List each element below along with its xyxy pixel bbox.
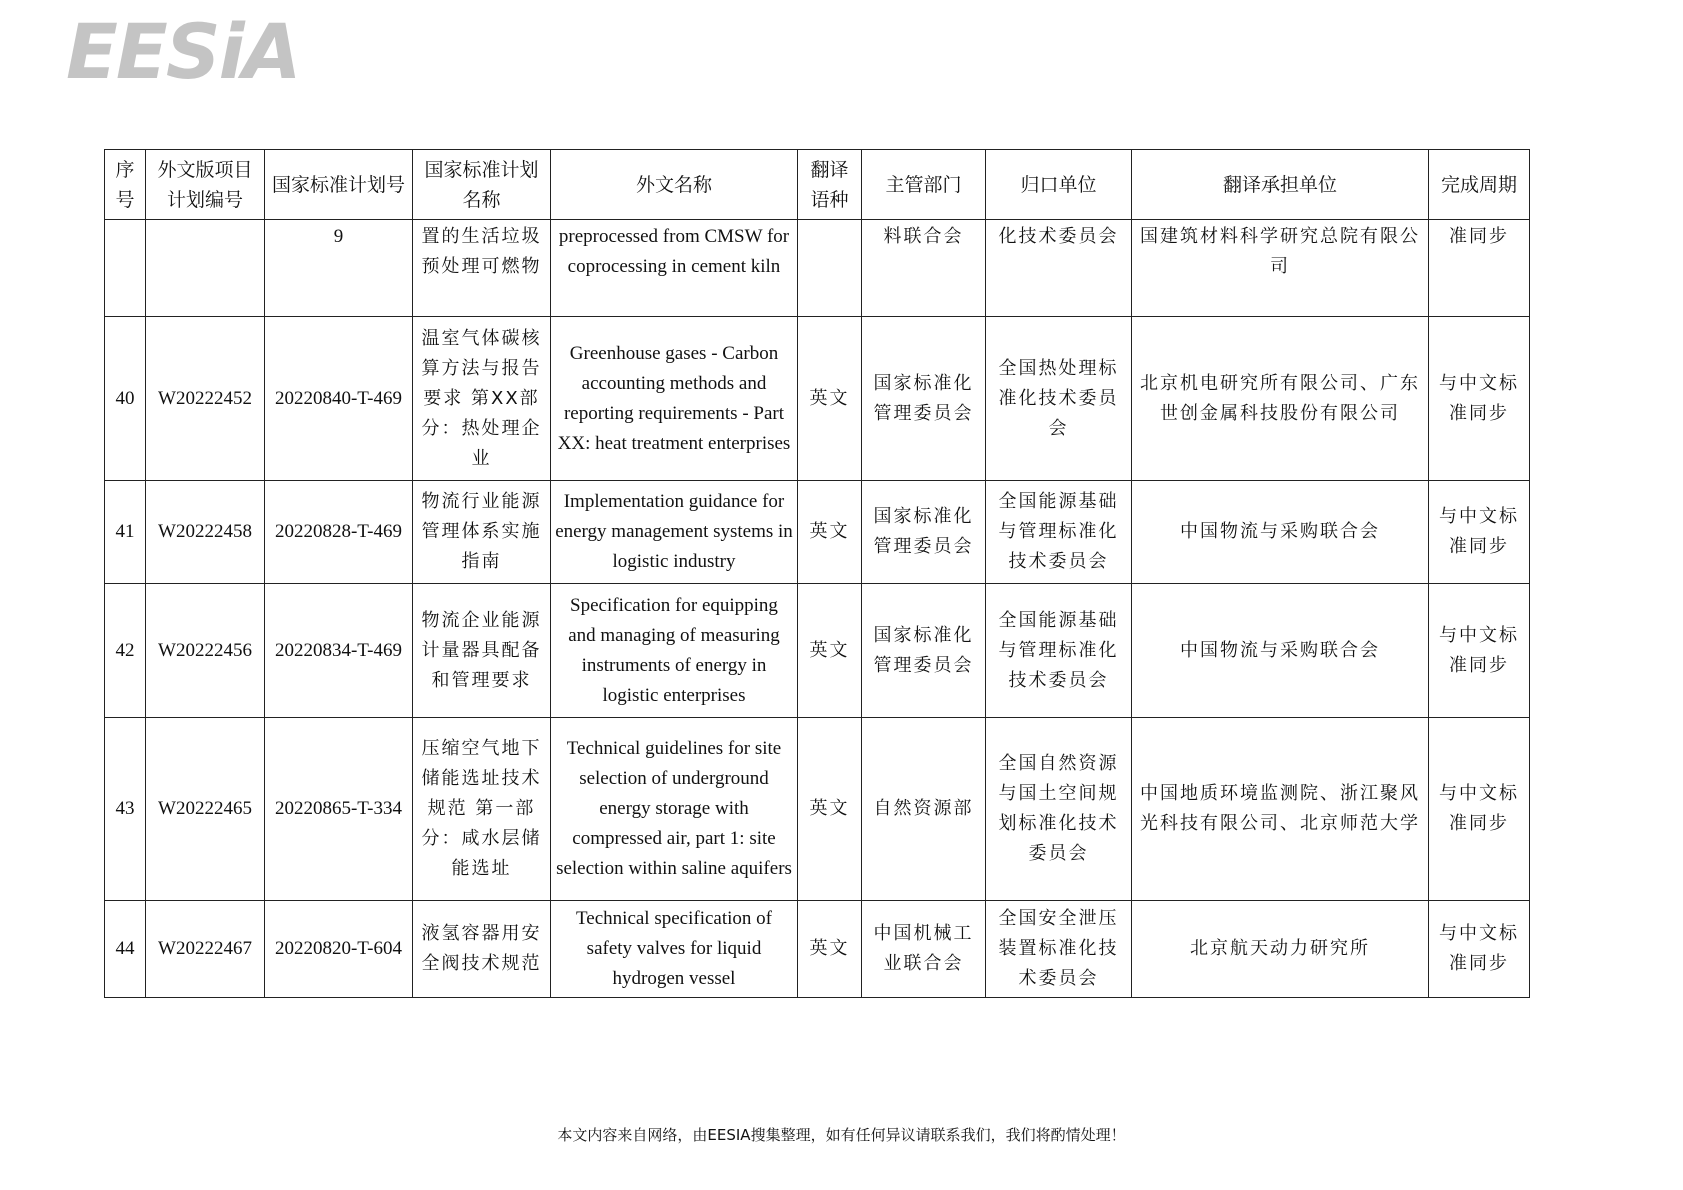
cell-std-plan-no: 20220820-T-604 [265, 901, 413, 998]
cell-tc: 全国自然资源与国土空间规划标准化技术委员会 [986, 718, 1132, 901]
cell-seq [105, 220, 146, 317]
cell-period: 与中文标准同步 [1429, 317, 1530, 481]
cell-plan-no: W20222458 [146, 481, 265, 584]
header-department: 主管部门 [862, 150, 986, 220]
cell-std-name: 置的生活垃圾预处理可燃物 [413, 220, 551, 317]
cell-plan-no: W20222456 [146, 584, 265, 718]
cell-seq: 44 [105, 901, 146, 998]
cell-seq: 41 [105, 481, 146, 584]
cell-period: 与中文标准同步 [1429, 901, 1530, 998]
cell-translator: 中国物流与采购联合会 [1132, 481, 1429, 584]
cell-translator: 中国地质环境监测院、浙江聚风光科技有限公司、北京师范大学 [1132, 718, 1429, 901]
cell-translator: 中国物流与采购联合会 [1132, 584, 1429, 718]
table-row [105, 901, 1530, 998]
table-row [105, 718, 1530, 901]
cell-tc: 全国安全泄压装置标准化技术委员会 [986, 901, 1132, 998]
cell-tc: 全国热处理标准化技术委员会 [986, 317, 1132, 481]
cell-tc: 全国能源基础与管理标准化技术委员会 [986, 481, 1132, 584]
cell-std-name: 温室气体碳核算方法与报告要求 第XX部分：热处理企业 [413, 317, 551, 481]
cell-plan-no [146, 220, 265, 317]
header-period: 完成周期 [1429, 150, 1530, 220]
header-foreign-name: 外文名称 [551, 150, 798, 220]
cell-period: 与中文标准同步 [1429, 584, 1530, 718]
cell-seq: 40 [105, 317, 146, 481]
cell-std-plan-no: 20220865-T-334 [265, 718, 413, 901]
cell-std-name: 物流企业能源计量器具配备和管理要求 [413, 584, 551, 718]
header-translator: 翻译承担单位 [1132, 150, 1429, 220]
cell-language: 英文 [798, 584, 862, 718]
footer-disclaimer: 本文内容来自网络，由EESIA搜集整理，如有任何异议请联系我们，我们将酌情处理！ [557, 1126, 1126, 1144]
cell-foreign-name: Technical specification of safety valves for liquid hydrogen vessel [551, 901, 798, 998]
table-row [105, 584, 1530, 718]
table-header-row [105, 150, 1530, 220]
cell-language: 英文 [798, 901, 862, 998]
table-row [105, 220, 1530, 317]
cell-std-plan-no: 9 [265, 220, 413, 317]
cell-period: 准同步 [1429, 220, 1530, 317]
cell-period: 与中文标准同步 [1429, 481, 1530, 584]
cell-department: 国家标准化管理委员会 [862, 481, 986, 584]
cell-plan-no: W20222467 [146, 901, 265, 998]
cell-foreign-name: Greenhouse gases - Carbon accounting methods and reporting requirements - Part XX: heat treatment enterprises [551, 317, 798, 481]
cell-seq: 43 [105, 718, 146, 901]
cell-language: 英文 [798, 481, 862, 584]
cell-department: 自然资源部 [862, 718, 986, 901]
cell-language: 英文 [798, 317, 862, 481]
cell-std-name: 压缩空气地下储能选址技术规范 第一部分：咸水层储能选址 [413, 718, 551, 901]
header-std-name: 国家标准计划名称 [413, 150, 551, 220]
cell-seq: 42 [105, 584, 146, 718]
header-tc: 归口单位 [986, 150, 1132, 220]
header-std-plan-no: 国家标准计划号 [265, 150, 413, 220]
cell-department: 国家标准化管理委员会 [862, 584, 986, 718]
cell-foreign-name: Implementation guidance for energy management systems in logistic industry [551, 481, 798, 584]
cell-std-plan-no: 20220828-T-469 [265, 481, 413, 584]
cell-std-plan-no: 20220840-T-469 [265, 317, 413, 481]
table-row [105, 481, 1530, 584]
header-seq: 序号 [105, 150, 146, 220]
cell-tc: 全国能源基础与管理标准化技术委员会 [986, 584, 1132, 718]
standards-table [104, 149, 1530, 998]
table-row [105, 317, 1530, 481]
cell-std-name: 液氢容器用安全阀技术规范 [413, 901, 551, 998]
cell-language: 英文 [798, 718, 862, 901]
cell-foreign-name: preprocessed from CMSW for coprocessing in cement kiln [551, 220, 798, 317]
cell-tc: 化技术委员会 [986, 220, 1132, 317]
cell-plan-no: W20222465 [146, 718, 265, 901]
cell-plan-no: W20222452 [146, 317, 265, 481]
cell-language [798, 220, 862, 317]
cell-translator: 北京机电研究所有限公司、广东世创金属科技股份有限公司 [1132, 317, 1429, 481]
cell-department: 国家标准化管理委员会 [862, 317, 986, 481]
header-plan-no: 外文版项目计划编号 [146, 150, 265, 220]
header-language: 翻译语种 [798, 150, 862, 220]
cell-period: 与中文标准同步 [1429, 718, 1530, 901]
cell-translator: 北京航天动力研究所 [1132, 901, 1429, 998]
cell-std-plan-no: 20220834-T-469 [265, 584, 413, 718]
cell-department: 中国机械工业联合会 [862, 901, 986, 998]
cell-department: 料联合会 [862, 220, 986, 317]
cell-foreign-name: Technical guidelines for site selection of underground energy storage with compressed air, part 1: site selection within saline aquifers [551, 718, 798, 901]
eesia-logo: EESiA [66, 7, 300, 96]
cell-std-name: 物流行业能源管理体系实施指南 [413, 481, 551, 584]
cell-foreign-name: Specification for equipping and managing of measuring instruments of energy in logistic enterprises [551, 584, 798, 718]
cell-translator: 国建筑材料科学研究总院有限公司 [1132, 220, 1429, 317]
